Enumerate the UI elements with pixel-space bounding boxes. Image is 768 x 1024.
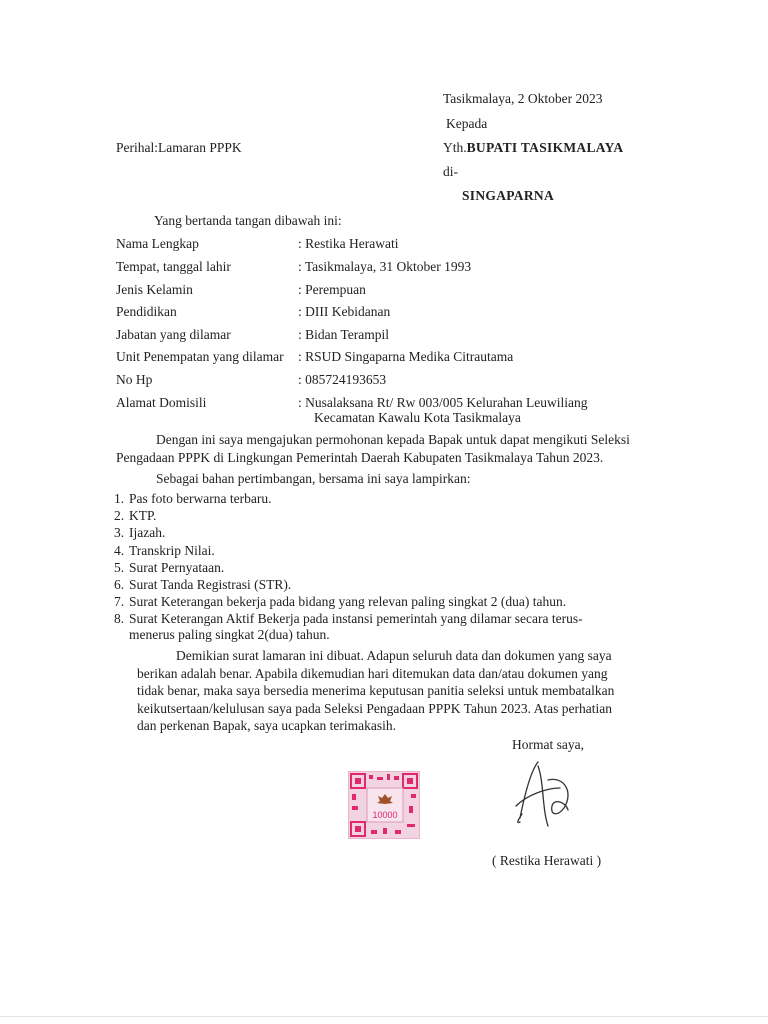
field-value: : Nusalaksana Rt/ Rw 003/005 Kelurahan Leuwiliang	[298, 395, 588, 410]
list-item: 6. Surat Tanda Registrasi (STR).	[114, 576, 292, 592]
paragraph-line: berikan adalah benar. Apabila dikemudian hari ditemukan data dan/atau dokumen yang	[137, 665, 608, 681]
letter-place-date: Tasikmalaya, 2 Oktober 2023	[443, 91, 603, 106]
recipient-name: BUPATI TASIKMALAYA	[466, 140, 624, 155]
request-paragraph	[116, 431, 676, 466]
qr-stamp-icon	[349, 772, 419, 838]
recipient-line	[443, 139, 623, 157]
revenue-stamp	[348, 771, 420, 839]
recipient-prefix: Yth.	[443, 140, 467, 155]
field-label: Alamat Domisili	[116, 395, 207, 410]
field-label: Jabatan yang dilamar	[116, 327, 231, 342]
field-value: : RSUD Singaparna Medika Citrautama	[298, 349, 514, 364]
field-value: : Bidan Terampil	[298, 327, 390, 342]
field-value: : DIII Kebidanan	[298, 304, 391, 319]
list-item: 3. Ijazah.	[114, 525, 166, 541]
paragraph-line: Pengadaan PPPK di Lingkungan Pemerintah Daerah Kabupaten Tasikmalaya Tahun 2023.	[116, 449, 604, 465]
attachment-list	[114, 491, 583, 645]
closing-paragraph	[137, 647, 614, 735]
di-label: di-	[443, 164, 458, 179]
signer-name: ( Restika Herawati )	[492, 853, 602, 868]
list-item: 4. Transkrip Nilai.	[114, 542, 215, 558]
field-label: Pendidikan	[116, 304, 177, 319]
list-item: 2. KTP.	[114, 508, 157, 524]
paragraph-line: tidak benar, maka saya bersedia menerima keputusan panitia seleksi untuk membatalkan	[137, 683, 615, 698]
page-edge-divider	[0, 1016, 768, 1017]
field-label: Tempat, tanggal lahir	[116, 259, 231, 274]
intro-text: Yang bertanda tangan dibawah ini:	[154, 213, 342, 228]
stamp-value: 10000	[372, 810, 398, 820]
field-value-continued: Kecamatan Kawalu Kota Tasikmalaya	[314, 410, 521, 425]
subject-line: Perihal:Lamaran PPPK	[116, 140, 242, 155]
signoff-text: Hormat saya,	[512, 737, 584, 752]
paragraph-line: Demikian surat lamaran ini dibuat. Adapun seluruh data dan dokumen yang saya	[176, 648, 612, 663]
paragraph-line: keikutsertaan/kelulusan saya pada Seleksi Pengadaan PPPK Tahun 2023. Atas perhatian	[137, 700, 612, 716]
kepada-label: Kepada	[446, 116, 488, 131]
field-value: : Perempuan	[298, 282, 366, 297]
list-item: 5. Surat Pernyataan.	[114, 559, 225, 575]
list-item: 1. Pas foto berwarna terbaru.	[114, 491, 272, 506]
list-item: 8. Surat Keterangan Aktif Bekerja pada instansi pemerintah yang dilamar secara terus- menerus paling singkat 2(dua) tahun.	[114, 611, 583, 643]
field-label: No Hp	[116, 372, 153, 387]
paragraph-line: dan perkenan Bapak, saya ucapkan terimakasih.	[137, 718, 397, 733]
field-value: : Tasikmalaya, 31 Oktober 1993	[298, 259, 472, 274]
list-item: 7. Surat Keterangan bekerja pada bidang yang relevan paling singkat 2 (dua) tahun.	[114, 594, 567, 610]
attachment-intro: Sebagai bahan pertimbangan, bersama ini saya lampirkan:	[156, 471, 471, 486]
field-label: Unit Penempatan yang dilamar	[116, 349, 284, 364]
paragraph-line: Dengan ini saya mengajukan permohonan kepada Bapak untuk dapat mengikuti Seleksi	[156, 432, 630, 447]
recipient-city: SINGAPARNA	[462, 188, 555, 203]
signature-icon	[508, 758, 580, 834]
field-value: : Restika Herawati	[298, 236, 399, 251]
field-value: : 085724193653	[298, 372, 387, 387]
field-label: Jenis Kelamin	[116, 282, 193, 297]
field-label: Nama Lengkap	[116, 236, 199, 251]
